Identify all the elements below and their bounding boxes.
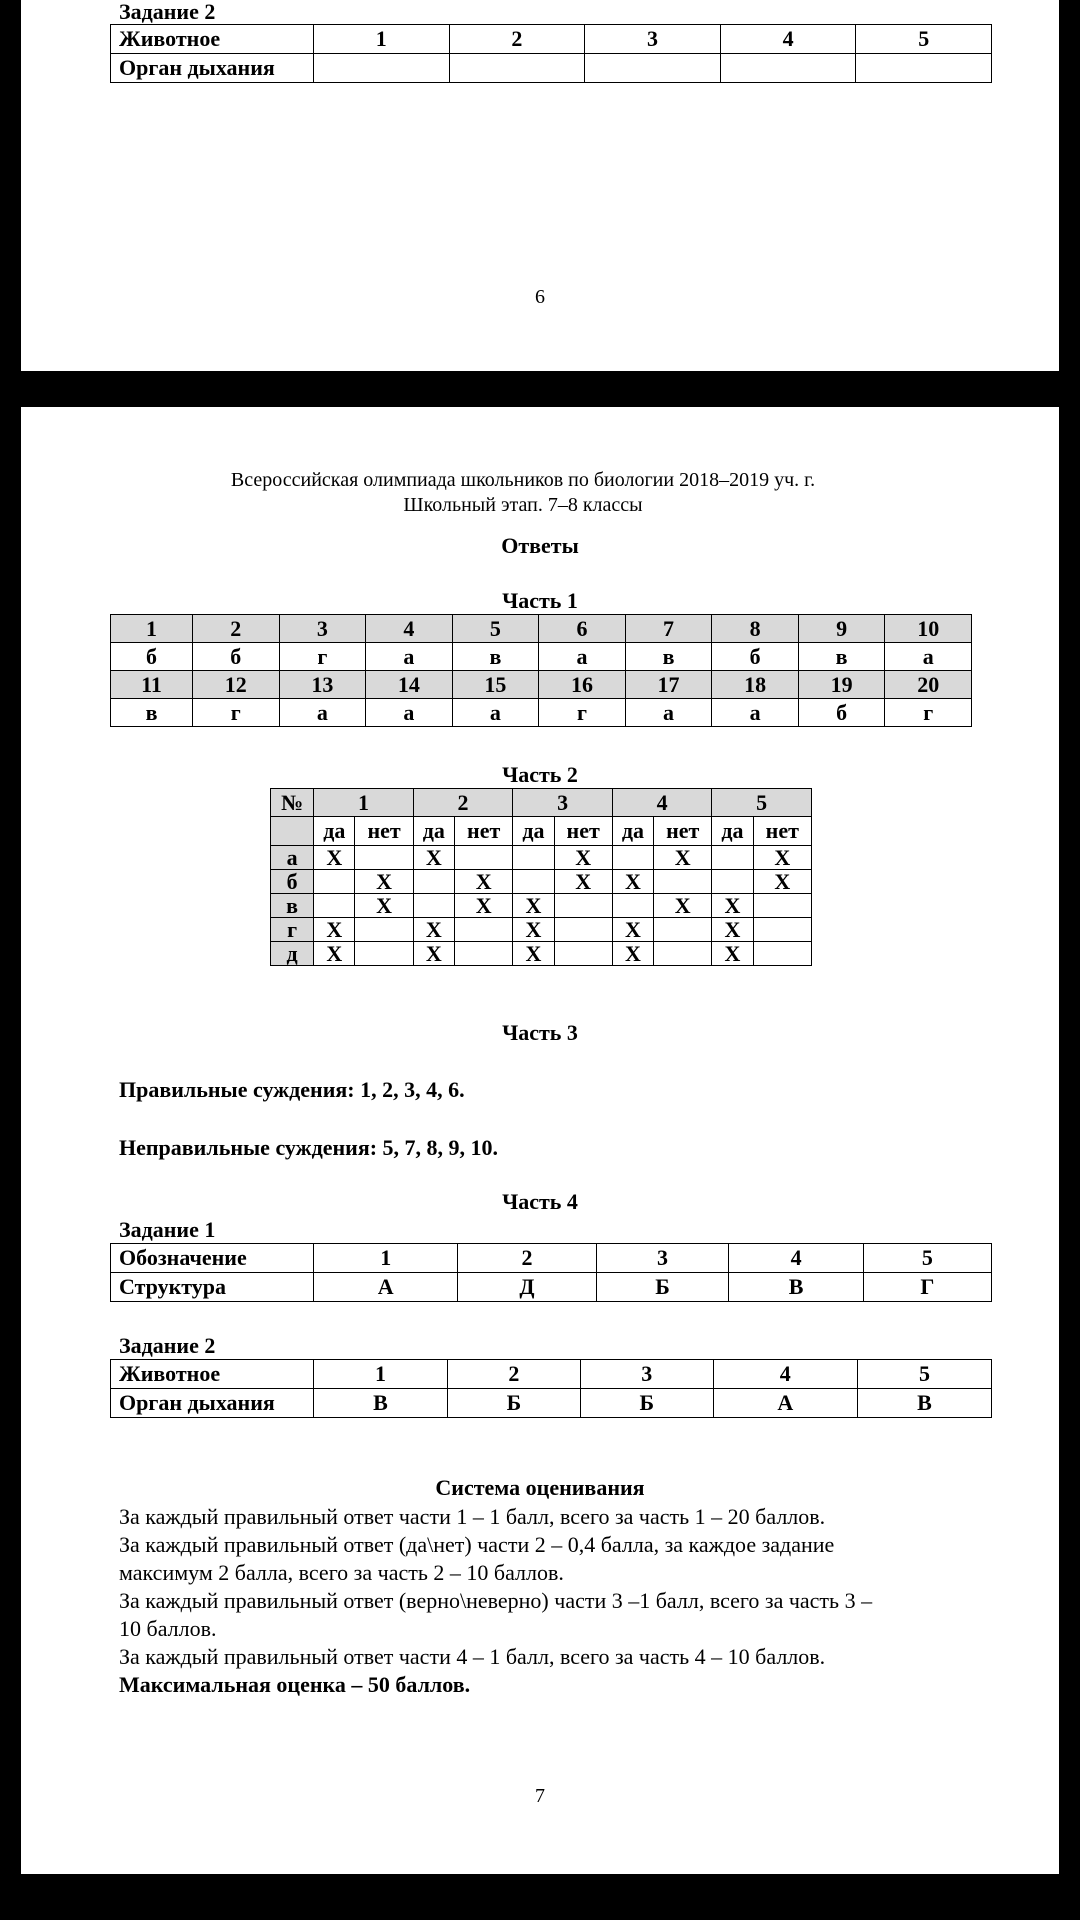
yes-header: да bbox=[314, 817, 355, 846]
mark-cell: X bbox=[355, 870, 413, 894]
question-number: 4 bbox=[366, 615, 453, 643]
mark-cell: X bbox=[612, 942, 653, 966]
grading-line-3: максимум 2 балла, всего за часть 2 – 10 баллов. bbox=[119, 1560, 564, 1585]
row-letter: г bbox=[271, 918, 314, 942]
page-number: 7 bbox=[535, 1785, 545, 1807]
row-letter: а bbox=[271, 846, 314, 870]
answer-cell: а bbox=[712, 699, 799, 727]
mark-cell bbox=[454, 918, 512, 942]
part1-row bbox=[111, 643, 972, 671]
mark-cell bbox=[712, 870, 753, 894]
part2-title: Часть 2 bbox=[502, 762, 578, 787]
row-label-animal: Животное bbox=[111, 1360, 314, 1389]
no-header: нет bbox=[554, 817, 612, 846]
mark-cell: X bbox=[314, 846, 355, 870]
answer-cell: б bbox=[111, 643, 193, 671]
part4-task1-title: Задание 1 bbox=[119, 1217, 216, 1242]
row-letter: д bbox=[271, 942, 314, 966]
mark-cell bbox=[554, 894, 612, 918]
mark-cell bbox=[554, 942, 612, 966]
empty-cell bbox=[271, 817, 314, 846]
mark-cell bbox=[314, 870, 355, 894]
mark-cell: X bbox=[513, 894, 554, 918]
part2-table bbox=[270, 788, 812, 966]
mark-cell: X bbox=[612, 870, 653, 894]
empty-cell bbox=[314, 54, 450, 83]
grading-line-6: За каждый правильный ответ части 4 – 1 балл, всего за часть 4 – 10 баллов. bbox=[119, 1644, 826, 1669]
mark-cell bbox=[753, 918, 811, 942]
mark-cell: X bbox=[513, 942, 554, 966]
row-label-organ: Орган дыхания bbox=[111, 1389, 314, 1418]
row-label-organ: Орган дыхания bbox=[111, 54, 314, 83]
answer-cell: б bbox=[712, 643, 799, 671]
row-letter: в bbox=[271, 894, 314, 918]
mark-cell: X bbox=[554, 846, 612, 870]
answer-cell: в bbox=[452, 643, 539, 671]
correct-statements: Правильные суждения: 1, 2, 3, 4, 6. bbox=[119, 1077, 465, 1102]
question-number: 14 bbox=[366, 671, 453, 699]
answers-title: Ответы bbox=[501, 533, 579, 558]
col-2: 2 bbox=[448, 1360, 581, 1389]
col-4: 4 bbox=[713, 1360, 857, 1389]
row-label-animal: Животное bbox=[111, 25, 314, 54]
part2-row bbox=[271, 894, 812, 918]
mark-cell: X bbox=[753, 870, 811, 894]
no-header: нет bbox=[753, 817, 811, 846]
answer-cell: Б bbox=[448, 1389, 581, 1418]
part1-row bbox=[111, 671, 972, 699]
mark-cell: X bbox=[554, 870, 612, 894]
mark-cell bbox=[454, 942, 512, 966]
question-number: 16 bbox=[539, 671, 626, 699]
mark-cell bbox=[654, 918, 712, 942]
grading-line-5: 10 баллов. bbox=[119, 1616, 217, 1641]
answer-cell: в bbox=[625, 643, 712, 671]
answer-cell: г bbox=[279, 643, 366, 671]
mark-cell: X bbox=[654, 846, 712, 870]
part4-task1-table bbox=[110, 1243, 992, 1302]
answer-cell: г bbox=[193, 699, 280, 727]
question-number: 9 bbox=[798, 615, 885, 643]
header-line-2: Школьный этап. 7–8 классы bbox=[403, 494, 643, 516]
page-7 bbox=[21, 407, 1059, 1874]
part2-row bbox=[271, 870, 812, 894]
mark-cell bbox=[355, 918, 413, 942]
col-3: 3 bbox=[580, 1360, 713, 1389]
col-2: 2 bbox=[449, 25, 585, 54]
answer-cell: В bbox=[314, 1389, 448, 1418]
answer-cell: в bbox=[798, 643, 885, 671]
no-header: нет bbox=[355, 817, 413, 846]
grading-line-1: За каждый правильный ответ части 1 – 1 балл, всего за часть 1 – 20 баллов. bbox=[119, 1504, 826, 1529]
yes-header: да bbox=[612, 817, 653, 846]
mark-cell: X bbox=[712, 942, 753, 966]
part4-task2-table bbox=[110, 1359, 992, 1418]
answer-cell: г bbox=[539, 699, 626, 727]
col-2: 2 bbox=[458, 1244, 596, 1273]
part4-title: Часть 4 bbox=[502, 1189, 578, 1214]
part1-row bbox=[111, 615, 972, 643]
mark-cell bbox=[712, 846, 753, 870]
mark-cell bbox=[314, 894, 355, 918]
answer-cell: Д bbox=[458, 1273, 596, 1302]
row-label-designation: Обозначение bbox=[111, 1244, 314, 1273]
answer-cell: а bbox=[539, 643, 626, 671]
answer-cell: А bbox=[713, 1389, 857, 1418]
part1-table bbox=[110, 614, 972, 727]
grading-max: Максимальная оценка – 50 баллов. bbox=[119, 1672, 471, 1697]
mark-cell bbox=[454, 846, 512, 870]
col-3: 3 bbox=[585, 25, 721, 54]
question-header: 4 bbox=[612, 789, 712, 817]
task2-empty-table bbox=[110, 24, 992, 83]
grading-title: Система оценивания bbox=[435, 1475, 645, 1500]
question-number: 19 bbox=[798, 671, 885, 699]
answer-cell: В bbox=[729, 1273, 863, 1302]
col-4: 4 bbox=[729, 1244, 863, 1273]
mark-cell: X bbox=[454, 894, 512, 918]
question-number: 8 bbox=[712, 615, 799, 643]
question-number: 1 bbox=[111, 615, 193, 643]
mark-cell bbox=[413, 894, 454, 918]
question-header: 1 bbox=[314, 789, 414, 817]
answer-cell: а bbox=[366, 699, 453, 727]
answer-cell: Г bbox=[863, 1273, 991, 1302]
part2-row bbox=[271, 846, 812, 870]
part4-task2-title: Задание 2 bbox=[119, 1333, 216, 1358]
col-5: 5 bbox=[856, 25, 992, 54]
question-number: 5 bbox=[452, 615, 539, 643]
empty-cell bbox=[585, 54, 721, 83]
part1-row bbox=[111, 699, 972, 727]
question-number: 11 bbox=[111, 671, 193, 699]
yes-header: да bbox=[712, 817, 753, 846]
mark-cell bbox=[513, 870, 554, 894]
page-number: 6 bbox=[535, 286, 545, 308]
col-5: 5 bbox=[857, 1360, 991, 1389]
question-number: 20 bbox=[885, 671, 972, 699]
question-number: 13 bbox=[279, 671, 366, 699]
question-number: 12 bbox=[193, 671, 280, 699]
question-number: 15 bbox=[452, 671, 539, 699]
mark-cell bbox=[753, 942, 811, 966]
answer-cell: б bbox=[798, 699, 885, 727]
mark-cell bbox=[355, 846, 413, 870]
mark-cell: X bbox=[413, 846, 454, 870]
mark-cell bbox=[753, 894, 811, 918]
mark-cell bbox=[413, 870, 454, 894]
part2-row bbox=[271, 942, 812, 966]
col-1: 1 bbox=[314, 1244, 458, 1273]
answer-cell: а bbox=[279, 699, 366, 727]
question-header: 3 bbox=[513, 789, 613, 817]
answer-cell: а bbox=[452, 699, 539, 727]
mark-cell: X bbox=[454, 870, 512, 894]
question-number: 17 bbox=[625, 671, 712, 699]
mark-cell: X bbox=[314, 918, 355, 942]
answer-cell: а bbox=[885, 643, 972, 671]
task2-title: Задание 2 bbox=[119, 0, 216, 24]
question-number: 10 bbox=[885, 615, 972, 643]
mark-cell bbox=[554, 918, 612, 942]
mark-cell: X bbox=[314, 942, 355, 966]
row-letter: б bbox=[271, 870, 314, 894]
part2-header-row bbox=[271, 789, 812, 817]
mark-cell bbox=[355, 942, 413, 966]
part3-title: Часть 3 bbox=[502, 1020, 578, 1045]
col-1: 1 bbox=[314, 25, 450, 54]
mark-cell: X bbox=[654, 894, 712, 918]
mark-cell: X bbox=[413, 942, 454, 966]
answer-cell: Б bbox=[580, 1389, 713, 1418]
grading-line-2: За каждый правильный ответ (да\нет) части 2 – 0,4 балла, за каждое задание bbox=[119, 1532, 835, 1557]
empty-cell bbox=[856, 54, 992, 83]
no-header: нет bbox=[454, 817, 512, 846]
part2-subheader-row bbox=[271, 817, 812, 846]
question-number: 2 bbox=[193, 615, 280, 643]
mark-cell: X bbox=[413, 918, 454, 942]
incorrect-statements: Неправильные суждения: 5, 7, 8, 9, 10. bbox=[119, 1135, 499, 1160]
empty-cell bbox=[720, 54, 856, 83]
col-3: 3 bbox=[596, 1244, 729, 1273]
mark-cell bbox=[654, 942, 712, 966]
yes-header: да bbox=[513, 817, 554, 846]
number-header: № bbox=[271, 789, 314, 817]
question-header: 5 bbox=[712, 789, 812, 817]
answer-cell: Б bbox=[596, 1273, 729, 1302]
col-4: 4 bbox=[720, 25, 856, 54]
answer-cell: а bbox=[625, 699, 712, 727]
yes-header: да bbox=[413, 817, 454, 846]
question-number: 18 bbox=[712, 671, 799, 699]
mark-cell bbox=[513, 846, 554, 870]
question-header: 2 bbox=[413, 789, 513, 817]
mark-cell bbox=[612, 846, 653, 870]
header-line-1: Всероссийская олимпиада школьников по биологии 2018–2019 уч. г. bbox=[230, 469, 816, 491]
answer-cell: в bbox=[111, 699, 193, 727]
mark-cell: X bbox=[355, 894, 413, 918]
col-1: 1 bbox=[314, 1360, 448, 1389]
mark-cell: X bbox=[513, 918, 554, 942]
question-number: 6 bbox=[539, 615, 626, 643]
mark-cell: X bbox=[612, 918, 653, 942]
grading-line-4: За каждый правильный ответ (верно\неверно) части 3 –1 балл, всего за часть 3 – bbox=[119, 1588, 873, 1613]
part2-row bbox=[271, 918, 812, 942]
page-6 bbox=[21, 0, 1059, 371]
mark-cell: X bbox=[753, 846, 811, 870]
mark-cell bbox=[654, 870, 712, 894]
question-number: 7 bbox=[625, 615, 712, 643]
answer-cell: а bbox=[366, 643, 453, 671]
mark-cell: X bbox=[712, 918, 753, 942]
mark-cell: X bbox=[712, 894, 753, 918]
empty-cell bbox=[449, 54, 585, 83]
question-number: 3 bbox=[279, 615, 366, 643]
part1-title: Часть 1 bbox=[502, 588, 578, 613]
answer-cell: б bbox=[193, 643, 280, 671]
mark-cell bbox=[612, 894, 653, 918]
answer-cell: А bbox=[314, 1273, 458, 1302]
answer-cell: г bbox=[885, 699, 972, 727]
no-header: нет bbox=[654, 817, 712, 846]
col-5: 5 bbox=[863, 1244, 991, 1273]
row-label-structure: Структура bbox=[111, 1273, 314, 1302]
answer-cell: В bbox=[857, 1389, 991, 1418]
